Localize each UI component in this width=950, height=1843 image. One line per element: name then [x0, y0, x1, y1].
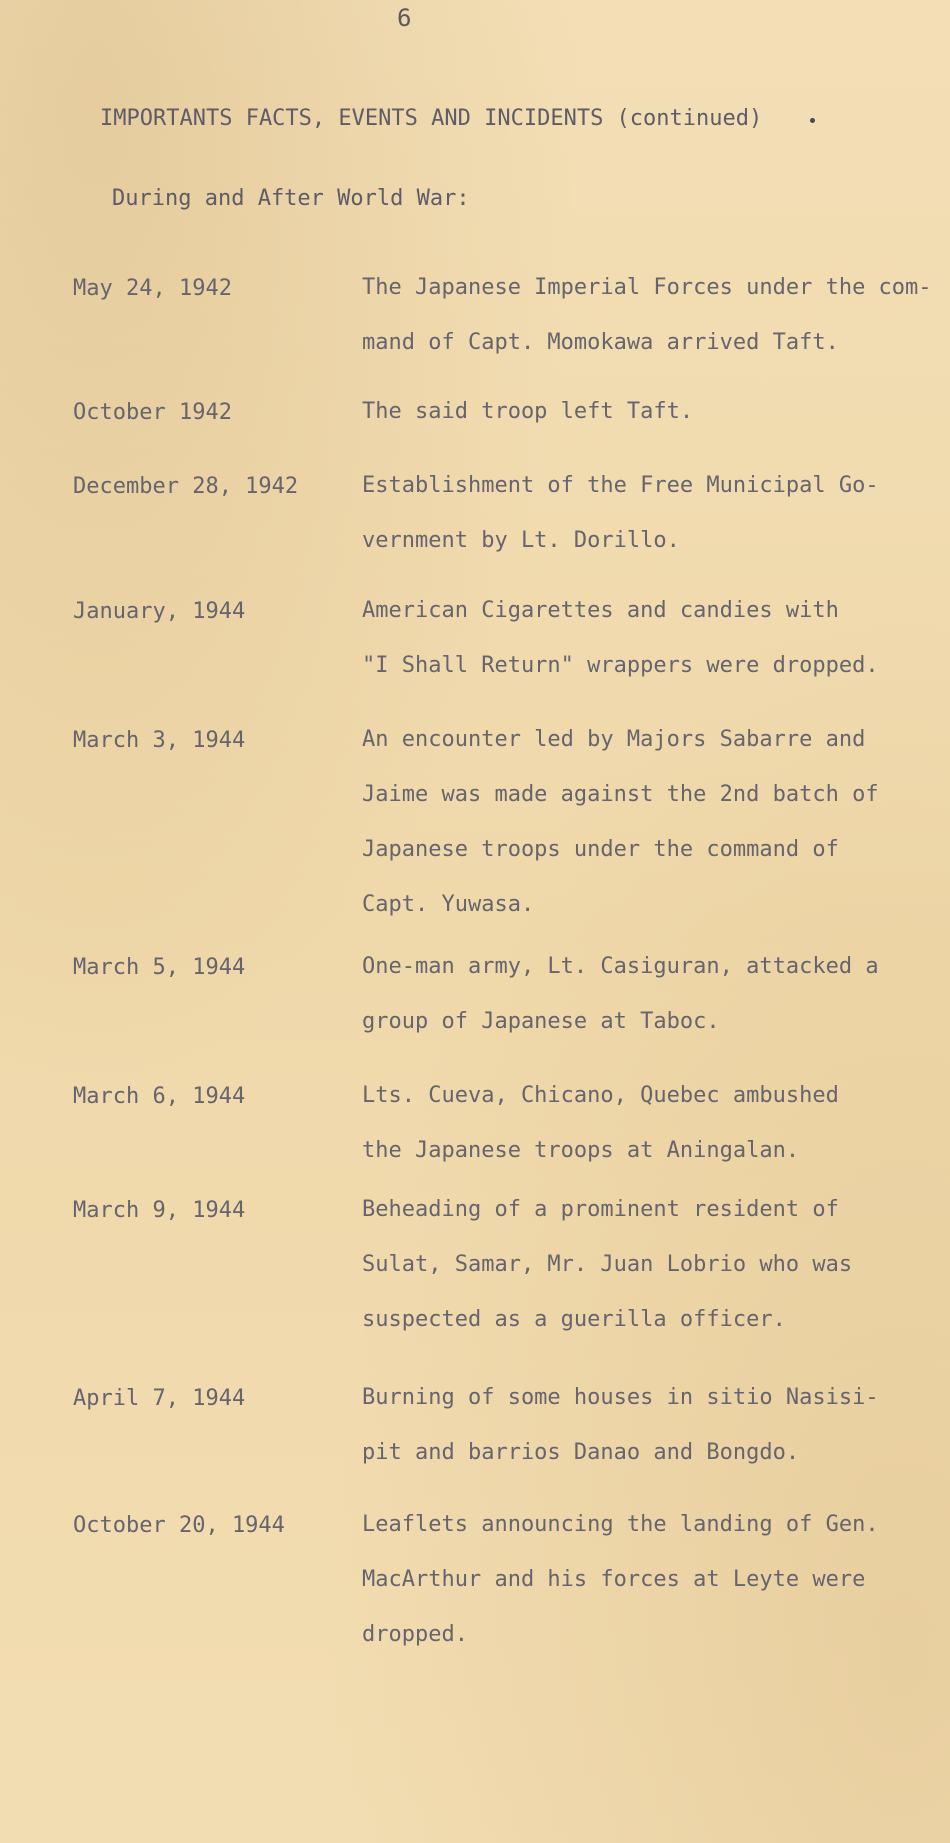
event-line: An encounter led by Majors Sabarre and — [362, 727, 866, 752]
event-line: Japanese troops under the command of — [362, 837, 839, 862]
event-description — [362, 583, 879, 693]
event-date: October 20, 1944 — [73, 1513, 285, 1538]
event-line: MacArthur and his forces at Leyte were — [362, 1567, 866, 1592]
event-date: December 28, 1942 — [73, 474, 299, 499]
event-description — [362, 1068, 839, 1178]
event-line: The Japanese Imperial Forces under the com- — [362, 275, 932, 300]
event-description — [362, 712, 879, 932]
section-heading: IMPORTANTS FACTS, EVENTS AND INCIDENTS (continued) — [100, 106, 763, 131]
event-description — [362, 1497, 879, 1662]
event-date: March 6, 1944 — [73, 1084, 246, 1109]
event-description — [362, 260, 932, 370]
event-line: Lts. Cueva, Chicano, Quebec ambushed — [362, 1083, 839, 1108]
event-line: Jaime was made against the 2nd batch of — [362, 782, 879, 807]
event-line: suspected as a guerilla officer. — [362, 1307, 786, 1332]
event-line: "I Shall Return" wrappers were dropped. — [362, 653, 879, 678]
event-date: May 24, 1942 — [73, 276, 232, 301]
event-line: One-man army, Lt. Casiguran, attacked a — [362, 954, 879, 979]
event-line: Beheading of a prominent resident of — [362, 1197, 839, 1222]
event-line: Leaflets announcing the landing of Gen. — [362, 1512, 879, 1537]
event-line: pit and barrios Danao and Bongdo. — [362, 1440, 800, 1465]
event-line: the Japanese troops at Aningalan. — [362, 1138, 800, 1163]
event-line: Burning of some houses in sitio Nasisi- — [362, 1385, 879, 1410]
event-date: April 7, 1944 — [73, 1386, 246, 1411]
event-line: mand of Capt. Momokawa arrived Taft. — [362, 330, 839, 355]
event-description — [362, 458, 879, 568]
event-line: group of Japanese at Taboc. — [362, 1009, 720, 1034]
event-line: Establishment of the Free Municipal Go- — [362, 473, 879, 498]
event-description — [362, 939, 879, 1049]
event-date: January, 1944 — [73, 599, 246, 624]
event-date: March 3, 1944 — [73, 728, 246, 753]
event-date: March 9, 1944 — [73, 1198, 246, 1223]
event-line: American Cigarettes and candies with — [362, 598, 839, 623]
event-line: Capt. Yuwasa. — [362, 892, 535, 917]
section-subheading: During and After World War: — [112, 186, 470, 211]
event-description — [362, 1370, 879, 1480]
event-description — [362, 1182, 852, 1347]
event-line: vernment by Lt. Dorillo. — [362, 528, 680, 553]
event-description — [362, 384, 693, 439]
event-date: October 1942 — [73, 400, 232, 425]
page-number: 6 — [397, 4, 412, 32]
event-line: Sulat, Samar, Mr. Juan Lobrio who was — [362, 1252, 853, 1277]
event-line: dropped. — [362, 1622, 468, 1647]
event-date: March 5, 1944 — [73, 955, 246, 980]
event-line: The said troop left Taft. — [362, 399, 694, 424]
